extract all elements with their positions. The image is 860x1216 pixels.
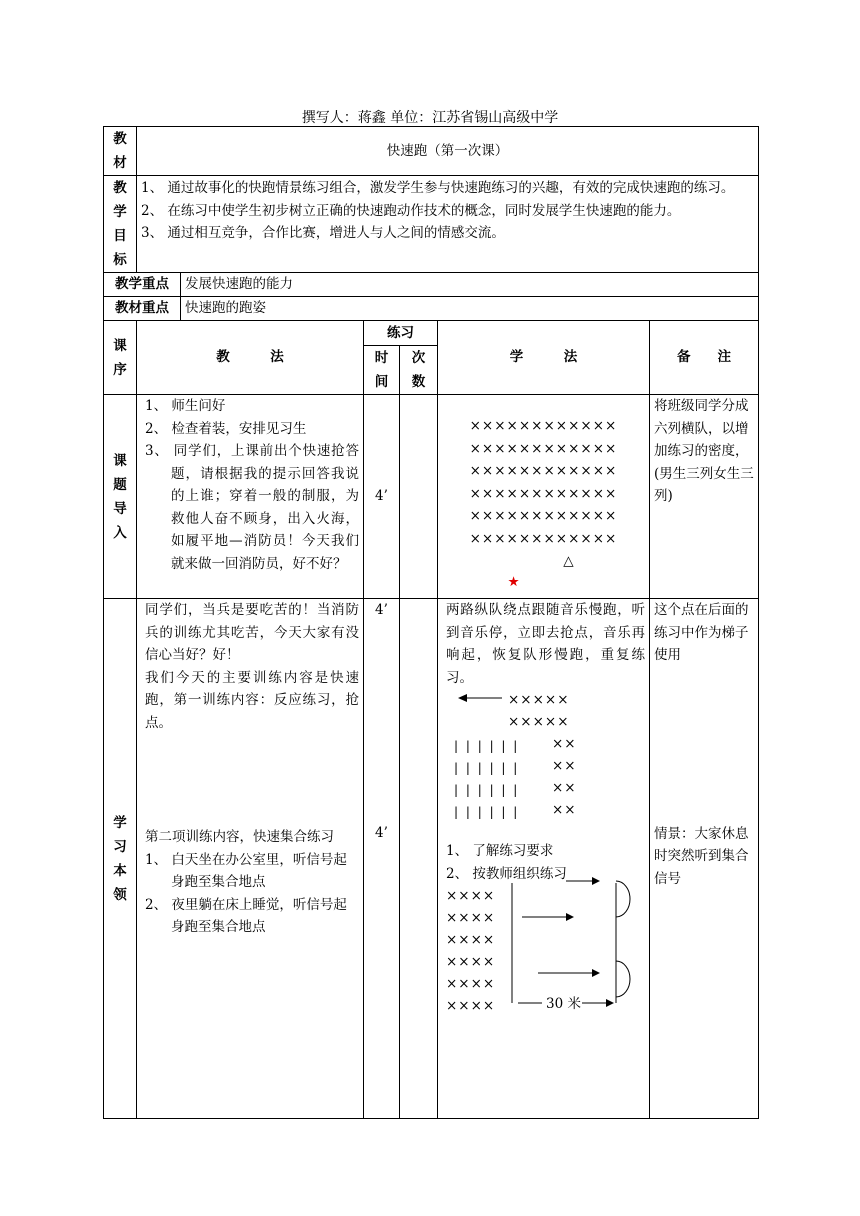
intro-count <box>400 395 438 599</box>
teaching-material-value: 快速跑（第一次课） <box>137 127 759 176</box>
teaching-focus-value: 发展快速跑的能力 <box>181 273 759 297</box>
row-main <box>104 599 759 1119</box>
x-row: ×× <box>552 758 577 774</box>
distance-label: 30 米 <box>546 996 581 1012</box>
objective-item: 2、 在练习中使学生初步树立正确的快速跑动作技术的概念，同时发展学生快速跑的能力。 <box>141 202 681 219</box>
part2-item: 1、 白天坐在办公室里，听信号起身跑至集合地点 <box>145 851 347 890</box>
label-teaching-material: 教 材 <box>104 127 137 176</box>
objective-item: 1、 通过故事化的快跑情景练习组合，激发学生参与快速跑练习的兴趣，有效的完成快速跑的练习。 <box>141 180 735 196</box>
x-row: ×××× <box>446 910 496 926</box>
col-count: 次 数 <box>400 346 438 395</box>
main-notes <box>650 599 759 1119</box>
part2-title: 第二项训练内容，快速集合练习 <box>145 829 334 845</box>
intro-step: 3、 同学们，上课前出个快速抢答题，请根据我的提示回答我说的上谁；穿着一般的制服，为救他人奋不顾身，出入火海，如履平地—消防员！今天我们就来做一回消防员，好不好？ <box>145 443 359 572</box>
col-practice: 练习 <box>364 321 438 346</box>
teacher-triangle-icon: △ <box>563 553 574 569</box>
intro-notes: 将班级同学分成六列横队，以增加练习的密度，(男生三列女生三列) <box>650 395 759 599</box>
part1-learning: 两路纵队绕点跟随音乐慢跑，听到音乐停，立即去抢点，音乐再响起，恢复队形慢跑，重复练习。 <box>446 602 645 686</box>
intro-time: 4’ <box>364 395 400 599</box>
part2-learning-item: 1、 了解练习要求 <box>446 843 554 859</box>
intro-step: 2、 检查着装，安排见习生 <box>145 420 307 437</box>
left-arrow-icon <box>458 692 502 704</box>
main-method-para: 我们今天的主要训练内容是快速跑，第一训练内容：反应练习，抢点。 <box>145 669 359 731</box>
column-header-row <box>104 321 759 346</box>
objectives-list <box>137 176 759 273</box>
objective-item: 3、 通过相互竞争，合作比赛，增进人与人之间的情感交流。 <box>141 225 505 241</box>
bar-row: | | | | | | <box>454 739 520 753</box>
label-teaching-focus: 教学重点 <box>104 273 181 297</box>
label-material-focus: 教材重点 <box>104 297 181 321</box>
col-sequence: 课 序 <box>104 321 137 395</box>
x-row: ×××× <box>446 954 496 970</box>
formation-row: ×××××××××××× <box>469 418 618 434</box>
star-icon: ★ <box>507 573 520 590</box>
part1-note: 这个点在后面的练习中作为梯子使用 <box>654 602 749 663</box>
col-learning: 学 法 <box>438 321 650 395</box>
row-teaching-material <box>104 127 759 176</box>
part2-learning-item: 2、 按教师组织练习 <box>446 865 567 882</box>
run-route-diagram <box>446 873 636 1013</box>
assembly-diagram <box>446 885 645 1025</box>
formation-row: ×××××××××××× <box>469 530 618 547</box>
author-line: 撰写人：蒋鑫 单位：江苏省锡山高级中学 <box>301 110 559 126</box>
intro-method <box>137 395 364 599</box>
x-row: ×××× <box>446 998 496 1014</box>
row-teaching-focus <box>104 273 759 297</box>
label-objectives: 教 学 目 标 <box>104 176 137 273</box>
part2-note: 情景：大家休息时突然听到集合信号 <box>654 825 749 887</box>
part2-time: 4’ <box>375 824 388 841</box>
formation-row: ×××××××××××× <box>469 440 618 457</box>
formation-row: ×××××××××××× <box>469 485 618 502</box>
lesson-plan-table <box>103 126 759 1119</box>
x-row: ×××× <box>446 932 496 948</box>
main-learning <box>438 599 650 1119</box>
x-row: ×× <box>552 802 577 818</box>
x-row: ××××× <box>508 714 570 730</box>
row-material-focus <box>104 297 759 321</box>
col-method: 教 法 <box>137 321 364 395</box>
x-row: ×××× <box>446 976 496 992</box>
grab-spot-diagram <box>446 689 645 825</box>
bar-row: | | | | | | <box>454 805 520 819</box>
x-row: ×× <box>552 780 577 796</box>
col-time: 时 间 <box>364 346 400 395</box>
part1-time: 4’ <box>375 602 388 618</box>
label-main: 学 习 本 领 <box>104 599 137 1119</box>
intro-step: 1、 师生问好 <box>145 398 226 414</box>
bar-row: | | | | | | <box>454 783 520 797</box>
label-intro: 课 题 导 入 <box>104 395 137 599</box>
intro-formation <box>438 395 650 599</box>
formation-row: ×××××××××××× <box>469 463 618 479</box>
main-method <box>137 599 364 1119</box>
main-count <box>400 599 438 1119</box>
part2-item: 2、 夜里躺在床上睡觉，听信号起身跑至集合地点 <box>145 896 347 935</box>
col-notes: 备 注 <box>650 321 759 395</box>
row-objectives <box>104 176 759 273</box>
x-row: ×× <box>552 736 577 752</box>
main-time <box>364 599 400 1119</box>
material-focus-value: 快速跑的跑姿 <box>181 297 759 321</box>
formation-row: ×××××××××××× <box>469 508 618 524</box>
bar-row: | | | | | | <box>454 761 520 775</box>
x-row: ××××× <box>508 692 570 708</box>
main-method-para: 同学们，当兵是要吃苦的！当消防兵的训练尤其吃苦，今天大家有没信心当好？好！ <box>145 602 359 663</box>
x-row: ×××× <box>446 888 496 904</box>
row-intro <box>104 395 759 599</box>
